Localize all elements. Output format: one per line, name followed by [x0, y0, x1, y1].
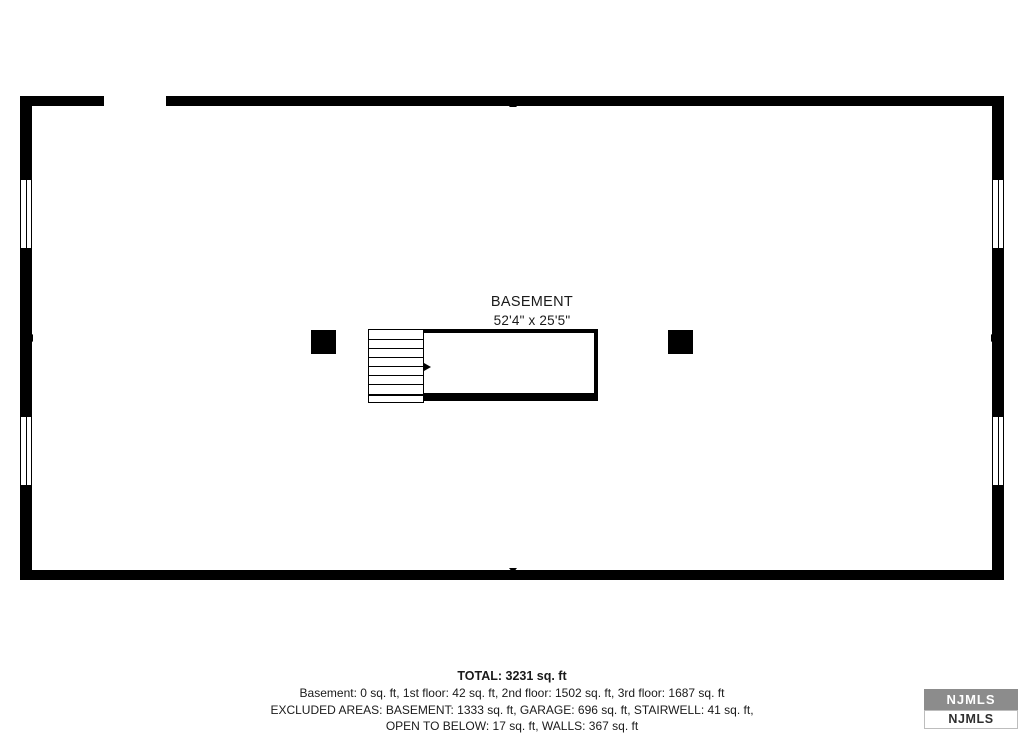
room-dimensions: 52'4" x 25'5" [493, 313, 571, 329]
dimension-tick-top [509, 102, 517, 107]
window-right-lower [992, 416, 1004, 486]
dimension-tick-left [28, 334, 33, 342]
stairwell-wall-right [594, 329, 598, 401]
floor-plan [20, 96, 1004, 580]
room-name: BASEMENT [490, 294, 574, 310]
excluded-areas-line-1: EXCLUDED AREAS: BASEMENT: 1333 sq. ft, GARAGE: 696 sq. ft, STAIRWELL: 41 sq. ft, [270, 702, 754, 717]
stair-direction-arrow [424, 363, 431, 371]
excluded-areas-line-2: OPEN TO BELOW: 17 sq. ft, WALLS: 367 sq. ft [385, 719, 639, 734]
area-summary [0, 668, 1024, 735]
dimension-tick-right [991, 334, 996, 342]
window-right-upper [992, 179, 1004, 249]
column-right [668, 330, 693, 354]
window-left-lower [20, 416, 32, 486]
wall-opening-top [104, 96, 166, 106]
floor-breakdown: Basement: 0 sq. ft, 1st floor: 42 sq. ft, 2nd floor: 1502 sq. ft, 3rd floor: 1687 sq. ft [299, 686, 725, 701]
room-label [392, 293, 672, 330]
dimension-tick-bottom [509, 568, 517, 573]
stairs [368, 329, 598, 409]
column-left [311, 330, 336, 354]
logo-top-text: NJMLS [924, 689, 1018, 710]
njmls-logo [924, 689, 1018, 729]
stair-landing [368, 395, 424, 403]
stair-run [368, 329, 424, 395]
logo-bottom-text: NJMLS [924, 710, 1018, 729]
window-left-upper [20, 179, 32, 249]
stairwell-wall-bottom [423, 393, 598, 401]
total-area: TOTAL: 3231 sq. ft [457, 669, 567, 683]
